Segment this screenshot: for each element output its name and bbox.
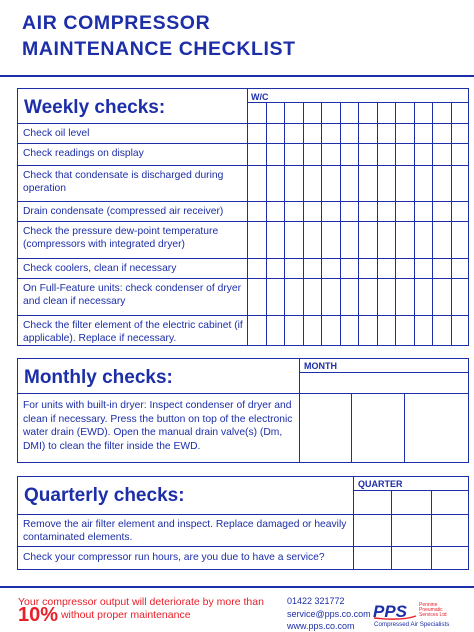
weekly-task-5: Check the pressure dew-point temperature (compressors with integrated dryer) bbox=[18, 221, 248, 258]
weekly-row-rule bbox=[247, 123, 469, 124]
weekly-check-column bbox=[414, 102, 415, 345]
warning-percentage: 10% bbox=[18, 604, 59, 626]
weekly-check-column bbox=[284, 102, 285, 345]
weekly-task-6: Check coolers, clean if necessary bbox=[18, 258, 248, 278]
weekly-task-7: On Full-Feature units: check condenser of dryer and clean if necessary bbox=[18, 278, 248, 315]
weekly-check-column bbox=[266, 102, 267, 345]
contact-email[interactable]: service@pps.co.com bbox=[287, 608, 371, 619]
weekly-column-label: W/C bbox=[251, 92, 269, 102]
monthly-task-1: For units with built-in dryer: Inspect condenser of dryer and clean if necessary. Press the button on top of the electronic water drain (EWD). Open the manual drain valve(s) (Dm, DMI) to clean the filter inside the EWD. bbox=[18, 393, 469, 462]
weekly-check-column bbox=[321, 102, 322, 345]
quarterly-heading: Quarterly checks: bbox=[24, 485, 185, 506]
weekly-task-8: Check the filter element of the electric cabinet (if applicable). Replace if necessary. bbox=[18, 315, 248, 345]
weekly-check-column bbox=[303, 102, 304, 345]
page-title bbox=[22, 10, 462, 62]
weekly-check-column bbox=[358, 102, 359, 345]
monthly-checks-panel bbox=[17, 358, 469, 463]
weekly-check-column bbox=[340, 102, 341, 345]
quarterly-checks-panel bbox=[17, 476, 469, 570]
logo-company-line-3: Services Ltd bbox=[419, 612, 447, 618]
title-line-1: AIR COMPRESSOR bbox=[22, 12, 211, 34]
weekly-row-rule bbox=[247, 278, 469, 279]
logo-tagline: Compressed Air Specialists bbox=[374, 621, 450, 628]
monthly-column-label: MONTH bbox=[304, 361, 337, 371]
quarterly-task-2: Check your compressor run hours, are you due to have a service? bbox=[18, 546, 469, 569]
title-divider bbox=[0, 75, 474, 77]
logo-company-line-1: Pennine bbox=[419, 602, 438, 608]
weekly-task-1: Check oil level bbox=[18, 123, 248, 143]
contact-block bbox=[287, 595, 371, 632]
weekly-row-rule bbox=[247, 165, 469, 166]
quarterly-header-rule bbox=[353, 490, 469, 491]
contact-phone[interactable]: 01422 321772 bbox=[287, 596, 345, 606]
pps-logo bbox=[372, 600, 470, 628]
weekly-row-rule bbox=[247, 221, 469, 222]
weekly-row-rule bbox=[247, 315, 469, 316]
weekly-check-column bbox=[451, 102, 452, 345]
warning-text-2: without proper maintenance bbox=[60, 609, 191, 621]
warning-text-1: Your compressor output will deteriorate by more than bbox=[18, 596, 264, 608]
weekly-check-column bbox=[377, 102, 378, 345]
footer-divider bbox=[0, 586, 474, 588]
weekly-check-column bbox=[432, 102, 433, 345]
weekly-task-4: Drain condensate (compressed air receiver) bbox=[18, 201, 248, 221]
weekly-row-rule bbox=[247, 143, 469, 144]
logo-mark: PPS bbox=[373, 602, 408, 621]
weekly-heading: Weekly checks: bbox=[24, 97, 166, 118]
contact-website[interactable]: www.pps.co.com bbox=[287, 621, 355, 631]
weekly-task-3: Check that condensate is discharged during operation bbox=[18, 165, 248, 201]
quarterly-column-label: QUARTER bbox=[358, 479, 403, 489]
title-line-2: MAINTENANCE CHECKLIST bbox=[22, 38, 296, 60]
footer-warning bbox=[18, 596, 268, 626]
pps-logo-graphic bbox=[372, 600, 470, 628]
weekly-header-rule bbox=[247, 102, 469, 103]
weekly-check-column bbox=[395, 102, 396, 345]
weekly-row-rule bbox=[247, 201, 469, 202]
monthly-header-rule bbox=[299, 372, 469, 373]
weekly-checks-panel bbox=[17, 88, 469, 346]
logo-company-line-2: Pneumatic bbox=[419, 607, 443, 613]
quarterly-task-1: Remove the air filter element and inspect. Replace damaged or heavily contaminated elements. bbox=[18, 514, 469, 546]
weekly-row-rule bbox=[247, 258, 469, 259]
monthly-heading: Monthly checks: bbox=[24, 367, 173, 388]
weekly-task-2: Check readings on display bbox=[18, 143, 248, 165]
